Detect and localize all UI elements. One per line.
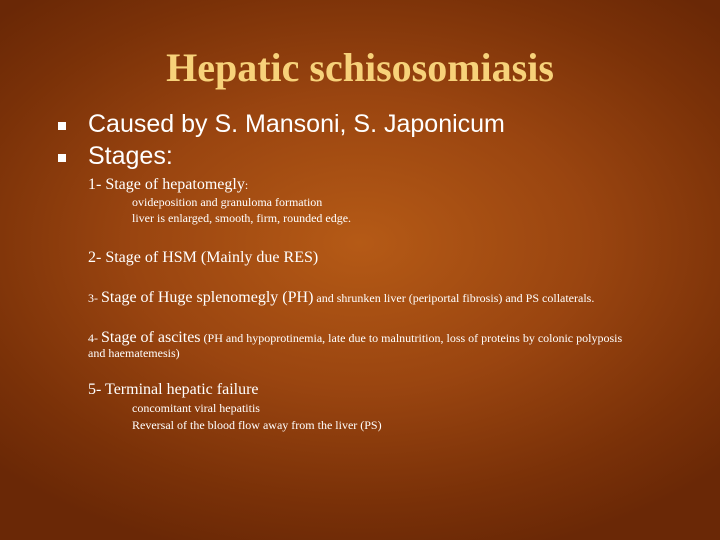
stage4-number: 4-: [88, 331, 101, 345]
stage5-heading: 5- Terminal hepatic failure: [88, 381, 259, 398]
stage3-detail: and shrunken liver (periportal fibrosis) and PS collaterals.: [313, 291, 595, 305]
stage1-heading: [88, 176, 248, 194]
stage5-line-1: concomitant viral hepatitis: [132, 401, 260, 415]
stage1-line-1: ovideposition and granuloma formation: [132, 195, 323, 209]
stage4-line: [88, 329, 622, 347]
stage4-line-2: and haematemesis): [88, 346, 180, 360]
stage3-title: Stage of Huge splenomegly (PH): [101, 289, 314, 306]
bullet-cause: Caused by S. Mansoni, S. Japonicum: [88, 110, 505, 138]
stage3-line: [88, 289, 594, 307]
slide-title: Hepatic schisosomiasis: [166, 45, 554, 90]
stage1-colon: :: [244, 178, 249, 192]
stage5-line-2: Reversal of the blood flow away from the liver (PS): [132, 418, 382, 432]
stage4-title: Stage of ascites: [101, 329, 201, 346]
stage4-detail: (PH and hypoprotinemia, late due to malnutrition, loss of proteins by colonic polyposis: [200, 331, 623, 345]
stage3-number: 3-: [88, 291, 101, 305]
bullet-stages: Stages:: [88, 142, 173, 170]
stage1-line-2: liver is enlarged, smooth, firm, rounded edge.: [132, 211, 352, 225]
stage2-heading: 2- Stage of HSM (Mainly due RES): [88, 249, 319, 266]
stage1-title: 1- Stage of hepatomegly: [88, 176, 245, 193]
bullet-square-icon: [58, 122, 66, 130]
bullet-square-icon: [58, 154, 66, 162]
